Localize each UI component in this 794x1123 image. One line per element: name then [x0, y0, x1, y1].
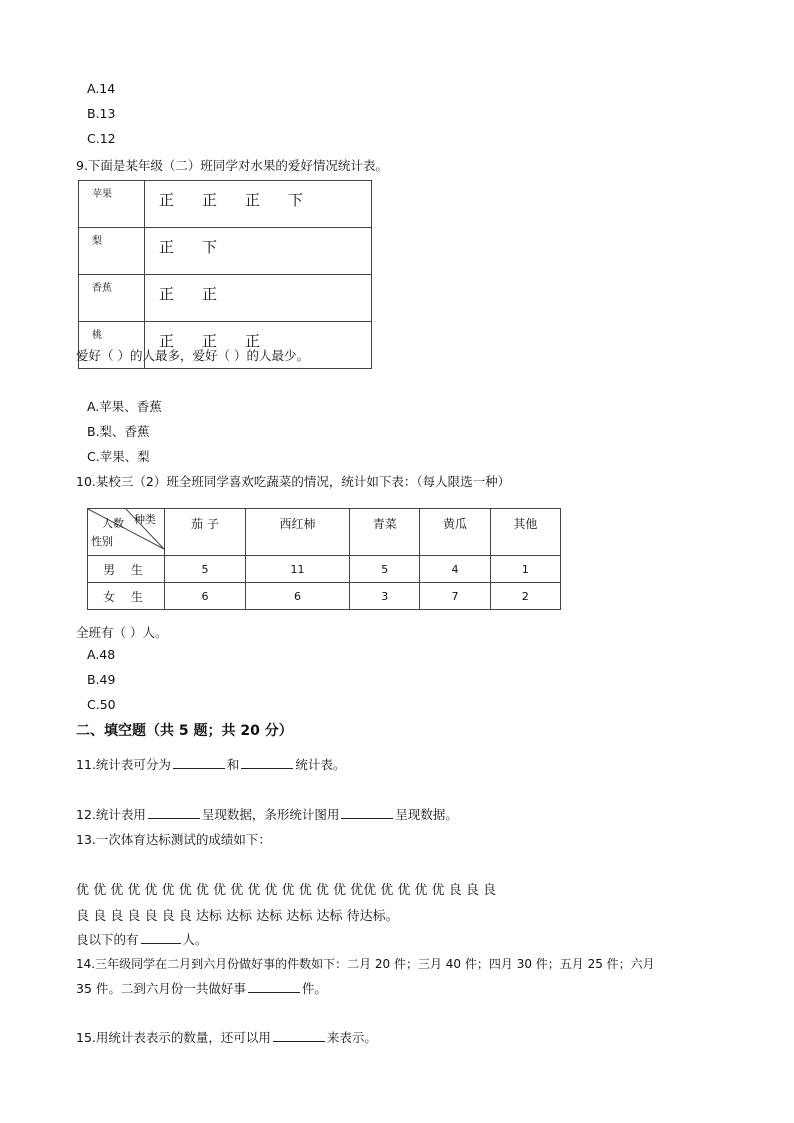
- q9-option-c: C.苹果、梨: [87, 449, 150, 464]
- q9-stem: 9.下面是某年级（二）班同学对水果的爱好情况统计表。: [76, 158, 388, 173]
- row-label: 女 生: [88, 583, 165, 610]
- tally-mark: 下: [288, 191, 304, 209]
- answer-blank[interactable]: [241, 756, 293, 769]
- table-cell: 5: [350, 556, 420, 583]
- tally-mark: 正: [202, 285, 218, 303]
- answer-blank[interactable]: [341, 806, 393, 819]
- table-cell: 2: [490, 583, 560, 610]
- header-people-label: 人数: [102, 517, 124, 530]
- q10-stem: 10.某校三（2）班全班同学喜欢吃蔬菜的情况，统计如下表：（每人限选一种）: [76, 474, 511, 489]
- q11-text-a: 11.统计表可分为: [76, 757, 171, 772]
- column-header: 青菜: [350, 509, 420, 556]
- q12-text-c: 呈现数据。: [395, 807, 458, 822]
- column-header: 茄 子: [165, 509, 246, 556]
- column-header: 西红柿: [246, 509, 350, 556]
- vegetable-table: [87, 508, 561, 610]
- header-gender-label: 性别: [91, 535, 113, 548]
- q12-text-a: 12.统计表用: [76, 807, 146, 822]
- table-cell: 1: [490, 556, 560, 583]
- fruit-name: 梨: [79, 228, 145, 275]
- q12: [76, 805, 458, 823]
- q13-text-a: 良以下的有: [76, 932, 139, 947]
- answer-blank[interactable]: [141, 931, 181, 944]
- q15: [76, 1028, 377, 1046]
- row-label: 男 生: [88, 556, 165, 583]
- table-row: [88, 556, 561, 583]
- q14-line-2: [76, 979, 327, 997]
- q9-option-a: A.苹果、香蕉: [87, 399, 162, 414]
- q13-grades-line-2: 良 良 良 良 良 良 良 达标 达标 达标 达标 达标 待达标。: [76, 909, 399, 924]
- q13-question: [76, 930, 208, 948]
- fruit-tally-table: [78, 180, 372, 369]
- q8-option-b: B.13: [87, 106, 116, 121]
- tally-cell: [145, 275, 372, 322]
- q11-text-c: 统计表。: [295, 757, 346, 772]
- answer-blank[interactable]: [248, 980, 300, 993]
- header-kind-label: 种类: [134, 513, 156, 526]
- q14-text-b: 件。: [301, 981, 327, 996]
- table-row: [88, 583, 561, 610]
- q15-text-a: 15.用统计表表示的数量，还可以用: [76, 1030, 271, 1045]
- table-row: [79, 228, 372, 275]
- tally-mark: 下: [202, 238, 218, 256]
- fruit-name: 桃: [79, 322, 145, 369]
- fruit-name: 香蕉: [79, 275, 145, 322]
- fruit-name: 苹果: [79, 181, 145, 228]
- q13-stem: 13.一次体育达标测试的成绩如下：: [76, 832, 271, 847]
- q15-text-b: 来表示。: [326, 1030, 377, 1045]
- q11: [76, 755, 345, 773]
- q14-text-a: 35 件。二到六月份一共做好事: [76, 981, 246, 996]
- tally-mark: 正: [159, 332, 175, 350]
- tally-cell: [145, 181, 372, 228]
- tally-mark: 正: [245, 332, 261, 350]
- tally-mark: 正: [202, 191, 218, 209]
- q10-option-c: C.50: [87, 697, 116, 712]
- q12-text-b: 呈现数据，条形统计图用: [201, 807, 340, 822]
- q14-line-1: 14.三年级同学在二月到六月份做好事的件数如下：二月 20 件；三月 40 件；四月 30 件；五月 25 件；六月: [76, 957, 655, 971]
- section-title: 二、填空题（共 5 题；共 20 分）: [76, 723, 293, 739]
- table-row: [79, 275, 372, 322]
- tally-mark: 正: [202, 332, 218, 350]
- answer-blank[interactable]: [148, 806, 200, 819]
- diagonal-header-cell: [88, 509, 165, 556]
- q10-option-b: B.49: [87, 672, 116, 687]
- tally-cell: [145, 228, 372, 275]
- q11-text-b: 和: [226, 757, 240, 772]
- q10-option-a: A.48: [87, 647, 116, 662]
- q13-text-b: 人。: [182, 932, 208, 947]
- table-cell: 6: [246, 583, 350, 610]
- table-cell: 7: [420, 583, 490, 610]
- q8-option-a: A.14: [87, 81, 116, 96]
- table-cell: 11: [246, 556, 350, 583]
- table-cell: 4: [420, 556, 490, 583]
- tally-mark: 正: [245, 191, 261, 209]
- tally-mark: 正: [159, 285, 175, 303]
- table-cell: 5: [165, 556, 246, 583]
- q9-question: 爱好（ ）的人最多，爱好（ ）的人最少。: [76, 348, 309, 363]
- q13-grades-line-1: 优 优 优 优 优 优 优 优 优 优 优 优 优 优 优 优 优优 优 优 优 优 良 良 良: [76, 883, 497, 898]
- q8-option-c: C.12: [87, 131, 116, 146]
- column-header: 其他: [490, 509, 560, 556]
- q10-question: 全班有（ ）人。: [76, 625, 168, 640]
- table-header-row: [88, 509, 561, 556]
- q9-option-b: B.梨、香蕉: [87, 424, 150, 439]
- column-header: 黄瓜: [420, 509, 490, 556]
- answer-blank[interactable]: [273, 1029, 325, 1042]
- table-cell: 3: [350, 583, 420, 610]
- table-cell: 6: [165, 583, 246, 610]
- table-row: [79, 181, 372, 228]
- tally-mark: 正: [159, 191, 175, 209]
- answer-blank[interactable]: [173, 756, 225, 769]
- tally-mark: 正: [159, 238, 175, 256]
